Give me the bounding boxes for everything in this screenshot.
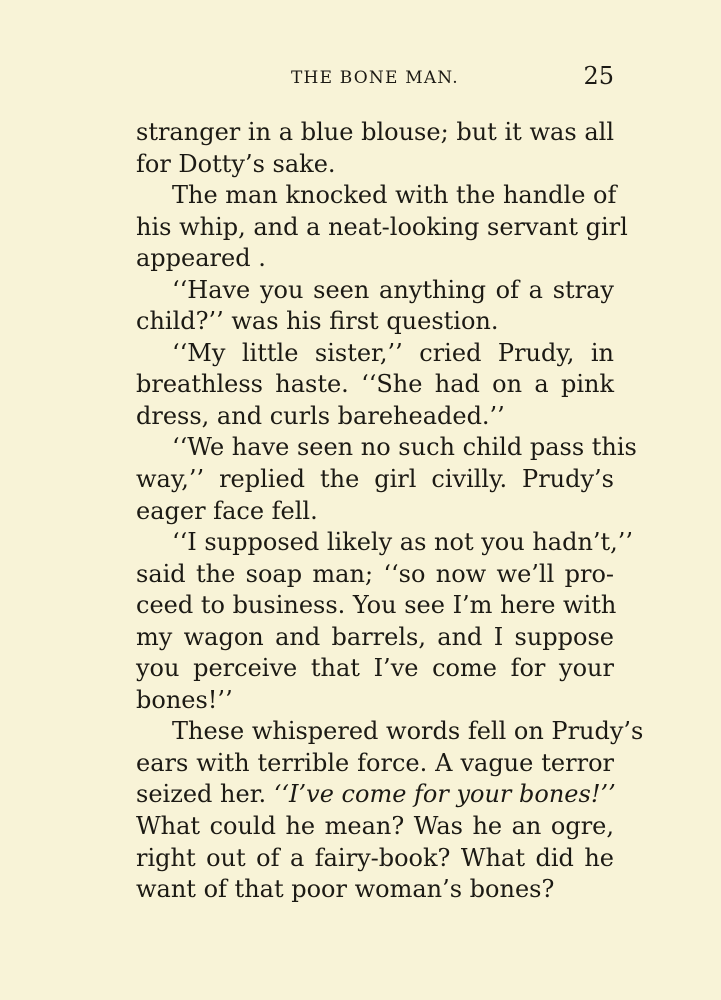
text-line: child?’’ was his first question.	[136, 307, 499, 336]
text-line: These whispered words fell on Prudy’s	[172, 717, 644, 746]
text-line: ceed to business. You see I’m here with	[136, 591, 617, 620]
italic-quote: ‘‘I’ve come for your bones!’’	[273, 780, 616, 809]
text-line: bones!’’	[136, 685, 233, 714]
text-line: ‘‘My little sister,’’ cried Prudy, in	[172, 338, 614, 367]
text-line: dress, and curls bareheaded.’’	[136, 401, 505, 430]
body-text	[136, 117, 644, 906]
text-line: my wagon and barrels, and I suppose	[136, 622, 614, 651]
text-line: ‘‘We have seen no such child pass this	[172, 433, 637, 462]
running-title: THE BONE MAN.	[291, 68, 459, 88]
text-line: ‘‘Have you seen anything of a stray	[172, 275, 614, 304]
text-line: What could he mean? Was he an ogre,	[136, 812, 614, 841]
text-line	[136, 779, 614, 811]
text-line: you perceive that I’ve come for your	[136, 654, 614, 683]
text-line: The man knocked with the handle of	[172, 181, 617, 210]
text-segment: seized her.	[136, 780, 274, 809]
text-line: way,’’ replied the girl civilly. Prudy’s	[136, 465, 614, 494]
text-line: appeared .	[136, 244, 266, 273]
text-line: for Dotty’s sake.	[136, 149, 336, 178]
text-line: right out of a fairy-book? What did he	[136, 843, 614, 872]
text-line: stranger in a blue blouse; but it was all	[136, 118, 614, 146]
text-line: ‘‘I supposed likely as not you hadn’t,’’	[172, 528, 634, 557]
text-line: said the soap man; ‘‘so now we’ll pro-	[136, 559, 614, 588]
text-line: ears with terrible force. A vague terror	[136, 748, 614, 777]
text-line: breathless haste. ‘‘She had on a pink	[136, 370, 614, 399]
running-header	[136, 62, 614, 90]
text-line: eager face fell.	[136, 496, 318, 525]
page-number: 25	[583, 62, 614, 90]
text-line: want of that poor woman’s bones?	[136, 875, 555, 904]
text-line: his whip, and a neat-looking servant girl	[136, 212, 628, 241]
